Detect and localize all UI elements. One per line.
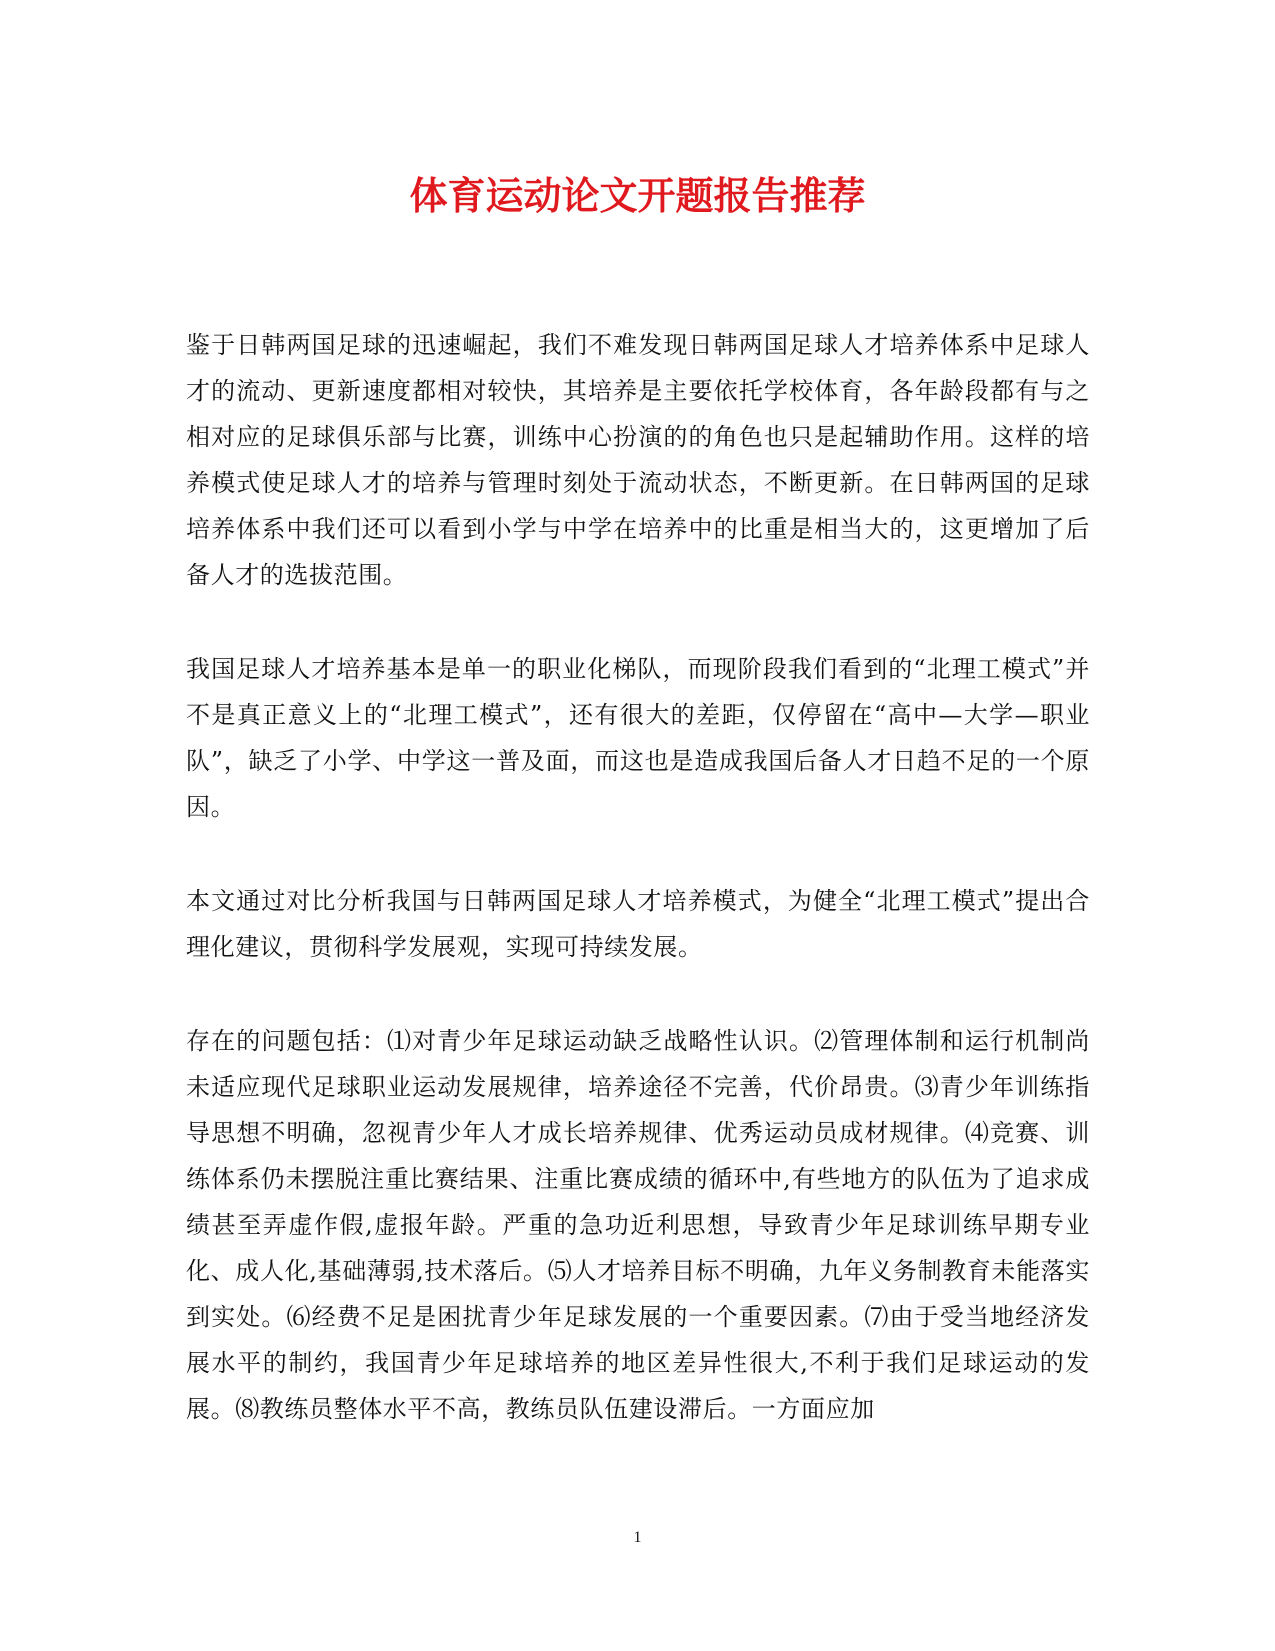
paragraph-4: 存在的问题包括：⑴对青少年足球运动缺乏战略性认识。⑵管理体制和运行机制尚未适应现代足球职业运动发展规律，培养途径不完善，代价昂贵。⑶青少年训练指导思想不明确，忽视青少年人才成长培养规律、优秀运动员成材规律。⑷竞赛、训练体系仍未摆脱注重比赛结果、注重比赛成绩的循环中,有些地方的队伍为了追求成绩甚至弄虚作假,虚报年龄。严重的急功近利思想，导致青少年足球训练早期专业化、成人化,基础薄弱,技术落后。⑸人才培养目标不明确，九年义务制教育未能落实到实处。⑹经费不足是困扰青少年足球发展的一个重要因素。⑺由于受当地经济发展水平的制约，我国青少年足球培养的地区差异性很大,不利于我们足球运动的发展。⑻教练员整体水平不高，教练员队伍建设滞后。一方面应加 <box>186 1027 1090 1423</box>
paragraph-3: 本文通过对比分析我国与日韩两国足球人才培养模式，为健全“北理工模式”提出合理化建议，贯彻科学发展观，实现可持续发展。 <box>186 887 1090 961</box>
document-body <box>186 322 1090 1480</box>
page-number: 1 <box>633 1529 642 1546</box>
paragraph-2: 我国足球人才培养基本是单一的职业化梯队，而现阶段我们看到的“北理工模式”并不是真正意义上的“北理工模式”，还有很大的差距，仅停留在“高中—大学—职业队”，缺乏了小学、中学这一普及面，而这也是造成我国后备人才日趋不足的一个原因。 <box>186 655 1090 821</box>
document-title: 体育运动论文开题报告推荐 <box>409 173 866 218</box>
paragraph-1: 鉴于日韩两国足球的迅速崛起，我们不难发现日韩两国足球人才培养体系中足球人才的流动、更新速度都相对较快，其培养是主要依托学校体育，各年龄段都有与之相对应的足球俱乐部与比赛，训练中心扮演的的角色也只是起辅助作用。这样的培养模式使足球人才的培养与管理时刻处于流动状态，不断更新。在日韩两国的足球培养体系中我们还可以看到小学与中学在培养中的比重是相当大的，这更增加了后备人才的选拔范围。 <box>186 331 1090 589</box>
